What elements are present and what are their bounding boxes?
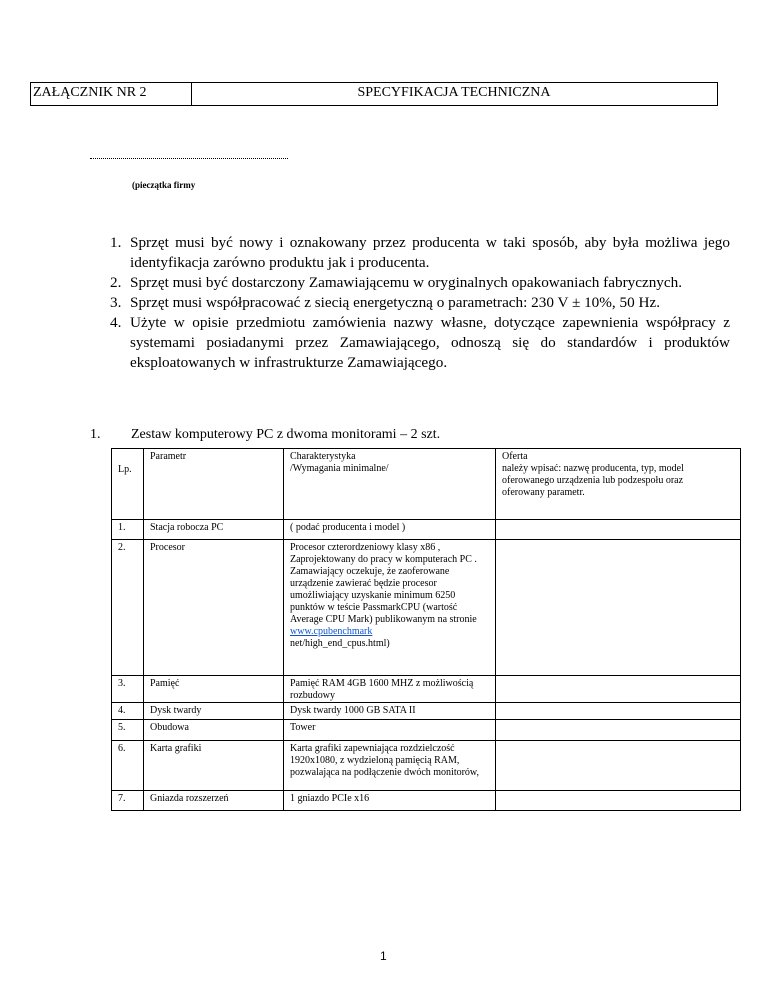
offer-cell[interactable] <box>496 520 741 540</box>
header-offer: Oferta należy wpisać: nazwę producenta, typ, model oferowanego urządzenia lub podzespołu oraz oferowany parametr. <box>496 449 741 520</box>
header-box <box>30 82 718 106</box>
header-characteristics: Charakterystyka /Wymagania minimalne/ <box>284 449 496 520</box>
requirement-item: 1. Sprzęt musi być nowy i oznakowany przez producenta w taki sposób, aby była możliwa jego identyfikacja zarówno produktu jak i producenta. <box>110 234 730 271</box>
section-title: Zestaw komputerowy PC z dwoma monitorami – 2 szt. <box>131 427 441 442</box>
table-header-row <box>112 449 741 520</box>
requirement-item: 2. Sprzęt musi być dostarczony Zamawiającemu w oryginalnych opakowaniach fabrycznych. <box>110 274 683 291</box>
requirement-item: 4. Użyte w opisie przedmiotu zamówienia nazwy własne, dotyczące zapewnienia współpracy z systemami posiadanymi przez Zamawiającego, odnoszą się do standardów i produktów eksploatowanych w infrastrukturze Zamawiającego. <box>110 314 730 371</box>
cpubenchmark-link[interactable]: www.cpubenchmark <box>290 626 373 637</box>
spec-title-cell <box>191 83 717 105</box>
requirement-item: 3. Sprzęt musi współpracować z siecią energetyczną o parametrach: 230 V ± 10%, 50 Hz. <box>110 294 661 311</box>
attachment-label: ZAŁĄCZNIK NR 2 <box>33 85 147 100</box>
table-row: 7. Gniazda rozszerzeń 1 gniazdo PCIe x16 <box>112 791 741 811</box>
spec-table <box>111 448 741 811</box>
attachment-cell <box>31 83 192 105</box>
offer-cell[interactable] <box>496 703 741 720</box>
header-parameter: Parametr <box>144 449 284 520</box>
table-row: 6. Karta grafiki Karta grafiki zapewniająca rozdzielczość 1920x1080, z wydzieloną pamięcią RAM, pozwalająca na podłączenie dwóch monitorów, <box>112 741 741 791</box>
table-row: 1. Stacja robocza PC ( podać producenta i model ) <box>112 520 741 540</box>
spec-title: SPECYFIKACJA TECHNICZNA <box>357 85 551 100</box>
stamp-dotted-line <box>90 158 288 159</box>
offer-cell[interactable] <box>496 741 741 791</box>
offer-cell[interactable] <box>496 540 741 676</box>
cpu-requirement: Procesor czterordzeniowy klasy x86 , Zaprojektowany do pracy w komputerach PC . Zamawiający oczekuje, że zaoferowane urządzenie zawierać będzie procesor umożliwiający uzyskanie minimum 6250 punktów w teście PassmarkCPU (wartość Average CPU Mark) publikowanym na stronie www.cpubenchmark net/high_end_cpus.html) <box>284 540 496 676</box>
requirements-list <box>90 233 730 373</box>
offer-cell[interactable] <box>496 791 741 811</box>
table-row: 3. Pamięć Pamięć RAM 4GB 1600 MHZ z możliwością rozbudowy <box>112 676 741 703</box>
offer-cell[interactable] <box>496 676 741 703</box>
table-row: 4. Dysk twardy Dysk twardy 1000 GB SATA II <box>112 703 741 720</box>
table-row: 5. Obudowa Tower <box>112 720 741 741</box>
page-number: 1 <box>380 949 387 963</box>
offer-cell[interactable] <box>496 720 741 741</box>
table-row: 2. Procesor Procesor czterordzeniowy klasy x86 , Zaprojektowany do pracy w komputerach PC . Zamawiający oczekuje, że zaoferowane urządzenie zawierać będzie procesor umożliwiający uzyskanie minimum 6250 punktów w teście PassmarkCPU (wartość Average CPU Mark) publikowanym na stronie www.cpubenchmark net/high_end_cpus.html) <box>112 540 741 676</box>
section-number: 1. <box>90 427 101 442</box>
company-stamp-label: (pieczątka firmy <box>132 180 196 190</box>
header-lp: Lp. <box>112 449 144 520</box>
